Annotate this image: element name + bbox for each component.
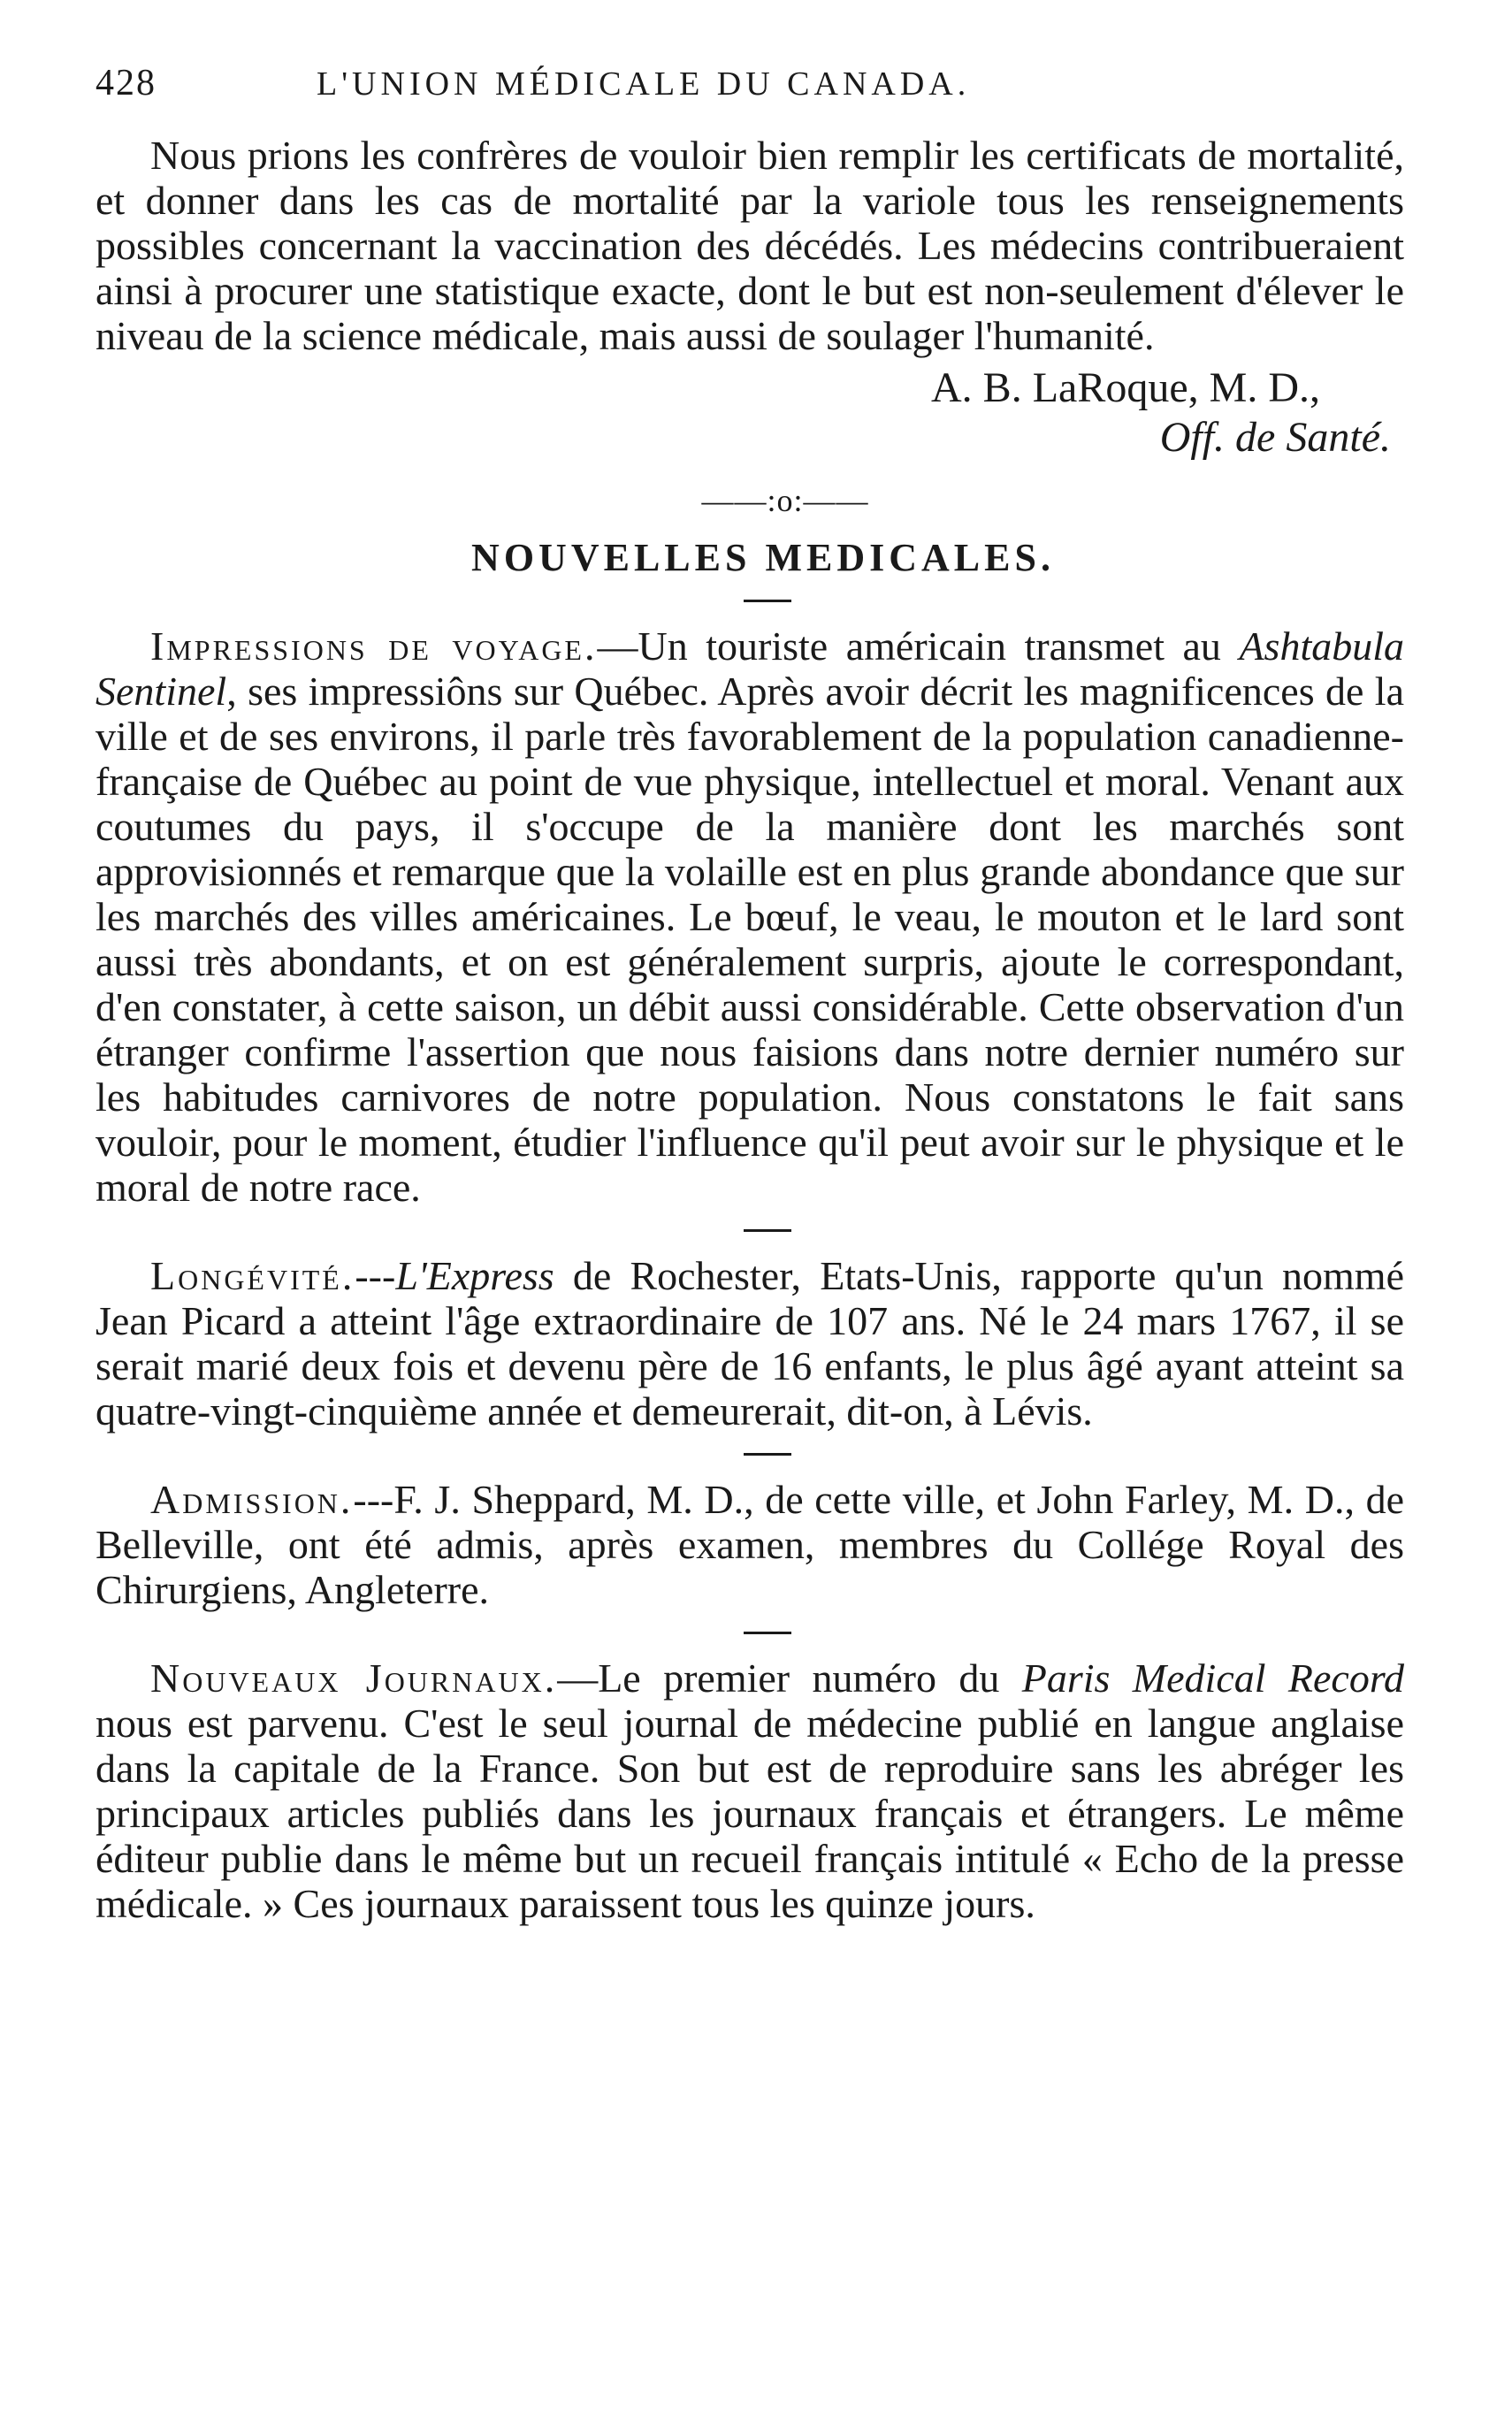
newspaper-title: Ashtabula Sentinel: [95, 623, 1404, 714]
page: [95, 62, 1404, 1926]
article-text: —Un touriste américain transmet au: [597, 623, 1240, 669]
page-number: 428: [95, 63, 157, 103]
article-impressions: [95, 623, 1404, 1210]
article-lead: Impressions de voyage.: [150, 623, 598, 669]
article-longevite: [95, 1253, 1404, 1434]
article-nouveaux-journaux: [95, 1655, 1404, 1926]
intro-paragraph: Nous prions les confrères de vouloir bien remplir les certificats de mortalité, et donner dans les cas de mortalité par la variole tous les renseignements possibles concernant la vaccination des décédés. Les médecins contribueraient ainsi à procurer une statistique exacte, dont le but est non-seulement d'élever le niveau de la science médicale, mais aussi de soulager l'humanité.: [95, 133, 1404, 358]
running-head: L'UNION MÉDICALE DU CANADA.: [317, 65, 971, 103]
article-text: , ses impressiôns sur Québec. Après avoir décrit les magnificences de la ville et de ses environs, il parle très favorablement de la population canadienne-française de Québec au point de vue physique, intellectuel et moral. Venant aux coutumes du pays, il s'occupe de la manière dont les marchés sont approvisionnés et remarque que la volaille est en plus grande abondance que sur les marchés des villes américaines. Le bœuf, le veau, le mouton et le lard sont aussi très abondants, et on est généralement surpris, ajoute le correspondant, d'en constater, à cette saison, un débit aussi considérable. Cette observation d'un étranger confirme l'assertion que nous faisions dans notre dernier numéro sur les habitudes carnivores de notre population. Nous constatons le fait sans vouloir, pour le moment, étudier l'influence qu'il peut avoir sur le physique et le moral de notre race.: [95, 669, 1404, 1210]
article-text: ---F. J. Sheppard, M. D., de cette ville, et John Farley, M. D., de Belleville, ont été admis, après examen, membres du Collége Royal des Chirurgiens, Angleterre.: [95, 1477, 1404, 1612]
newspaper-title: L'Express: [395, 1253, 554, 1298]
page-header: [95, 62, 1404, 133]
article-lead: Longévité.: [150, 1253, 355, 1298]
signature-initials: A. B.: [931, 364, 1033, 411]
article-rule: [744, 1453, 791, 1456]
journal-title: Paris Medical Record: [1021, 1655, 1405, 1701]
article-text: ---: [355, 1253, 396, 1298]
signature-surname: LaRoque: [1032, 364, 1188, 411]
article-text: —Le premier numéro du: [557, 1655, 1022, 1701]
section-rule: [744, 600, 791, 602]
article-lead: Nouveaux Journaux.: [150, 1655, 558, 1701]
signature-suffix: , M. D.,: [1187, 364, 1320, 411]
signature: [95, 363, 1404, 413]
article-lead: Admission.: [150, 1477, 354, 1522]
signature-title: Off. de Santé.: [1159, 414, 1391, 461]
section-title: NOUVELLES MEDICALES.: [471, 536, 1055, 579]
article-admission: [95, 1477, 1404, 1612]
article-rule: [744, 1632, 791, 1634]
article-rule: [744, 1229, 791, 1232]
article-text: nous est parvenu. C'est le seul journal de médecine publié en langue anglaise dans la capitale de la France. Son but est de reproduire sans les abréger les principaux articles publiés dans les journaux français et étrangers. Le même éditeur publie dans le même but un recueil français intitulé « Echo de la presse médicale. » Ces journaux paraissent tous les quinze jours.: [95, 1701, 1404, 1926]
separator-ornament: ——:o:——: [701, 483, 869, 518]
article-text: de Rochester, Etats-Unis, rapporte qu'un nommé Jean Picard a atteint l'âge extraordinaire de 107 ans. Né le 24 mars 1767, il se serait marié deux fois et devenu père de 16 enfants, le plus âgé ayant atteint sa quatre-vingt-cinquième année et demeurerait, dit-on, à Lévis.: [95, 1253, 1404, 1434]
